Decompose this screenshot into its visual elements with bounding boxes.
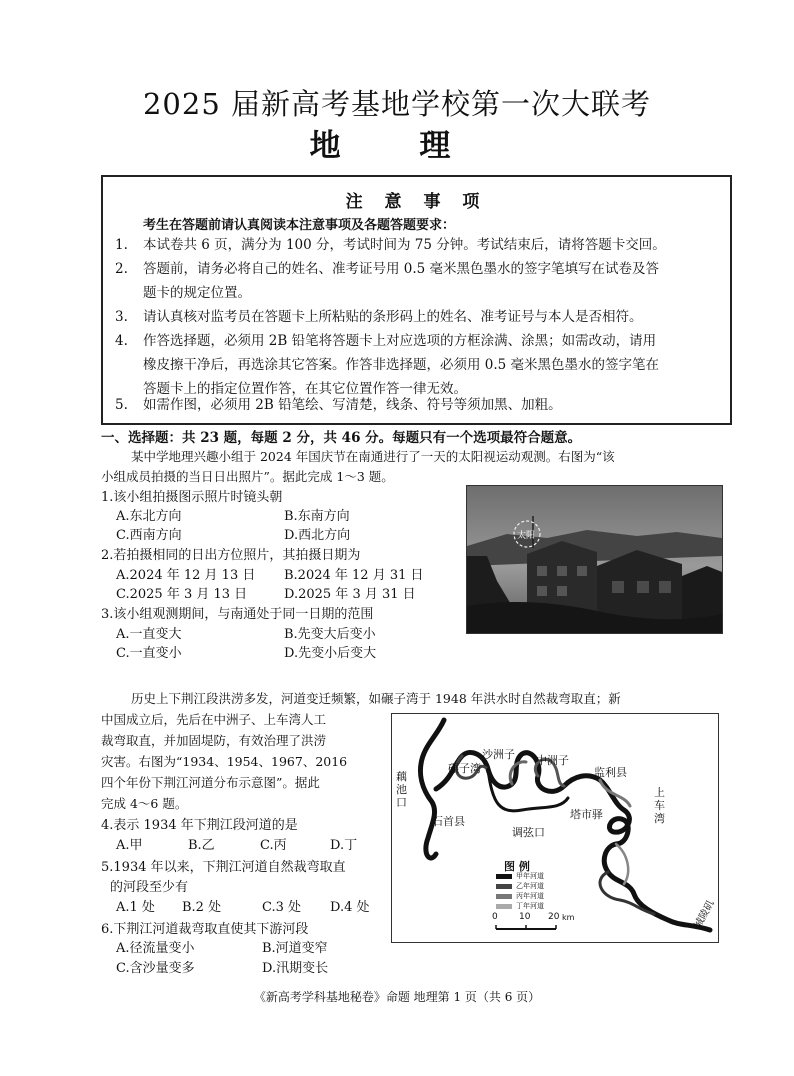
option-c: C.含沙量变多: [116, 961, 195, 976]
notice-item-text: 作答选择题，必须用 2B 铅笔将答题卡上对应选项的方框涂满、涂黑；如需改动，请用: [143, 333, 657, 349]
option-b: B.2024 年 12 月 31 日: [284, 568, 424, 583]
notice-item-number: 1.: [115, 237, 128, 253]
passage-line: 四个年份下荆江河道分布示意图”。据此: [101, 775, 320, 790]
place-label-shishou: 石首县: [432, 815, 465, 828]
question-stem: 2.若拍摄相同的日出方位照片，其拍摄日期为: [101, 548, 361, 563]
notice-title: 注 意 事 项: [345, 192, 488, 212]
option-b: B.东南方向: [284, 509, 350, 524]
option-b: B.河道变窄: [262, 941, 328, 956]
place-label-tashiyi: 塔市驿: [570, 808, 603, 821]
place-label-zhongzhouzi: 中洲子: [536, 754, 569, 767]
notice-item: [115, 233, 715, 257]
option-b: B.2 处: [182, 900, 222, 915]
scale-tick-20: 20: [548, 912, 560, 922]
legend-title: 图 例: [504, 860, 530, 873]
notice-item-continuation: 答题卡上的指定位置作答，在其它位置作答一律无效。: [143, 381, 467, 397]
question-stem: 6.下荆江河道裁弯取直使其下游河段: [101, 922, 309, 937]
option-c: C.丙: [260, 838, 287, 853]
place-label-chenglingji: 城陵矶: [692, 898, 717, 931]
notice-item: [115, 329, 715, 401]
option-a: A.甲: [116, 838, 143, 853]
notice-item-number: 4.: [115, 333, 128, 349]
passage-line: 小组成员拍摄的当日日出照片”。据此完成 1～3 题。: [101, 469, 394, 484]
subject-title: 地 理: [309, 128, 485, 164]
notice-item-continuation: 题卡的规定位置。: [143, 285, 251, 301]
sunrise-photo: [466, 485, 723, 634]
question-stem-continuation: 的河段至少有: [110, 880, 189, 895]
option-d: D.丁: [330, 838, 358, 853]
page-footer: 《新高考学科基地秘卷》命题 地理第 1 页（共 6 页）: [253, 990, 541, 1004]
option-d: D.4 处: [330, 900, 370, 915]
notice-item-number: 2.: [115, 261, 128, 277]
option-c: C.3 处: [262, 900, 302, 915]
option-c: C.西南方向: [116, 528, 182, 543]
notice-box: [101, 175, 732, 425]
place-label-ouchikou: 藕池口: [396, 770, 407, 809]
sunrise-photo-graphic: [467, 486, 722, 633]
notice-item-number: 5.: [115, 397, 128, 413]
option-a: A.1 处: [116, 900, 155, 915]
option-a: A.一直变大: [116, 627, 182, 642]
passage-line: 某中学地理兴趣小组于 2024 年国庆节在南通进行了一天的太阳视运动观测。右图为“该: [131, 449, 615, 464]
notice-item-continuation: 橡皮擦干净后，再选涂其它答案。作答非选择题，必须用 0.5 毫米黑色墨水的签字笔在: [143, 357, 660, 373]
sun-label: 太阳: [517, 531, 536, 541]
option-b: B.先变大后变小: [284, 627, 376, 642]
option-b: B.乙: [188, 838, 215, 853]
notice-intro: 考生在答题前请认真阅读本注意事项及各题答题要求：: [143, 218, 456, 233]
option-d: D.汛期变长: [262, 961, 329, 976]
place-label-shazhouzi: 沙洲子: [482, 748, 515, 761]
passage-line: 完成 4～6 题。: [101, 796, 188, 811]
question-stem: 3.该小组观测期间，与南通处于同一日期的范围: [101, 607, 374, 622]
option-c: C.一直变小: [116, 646, 182, 661]
notice-item-text: 如需作图，必须用 2B 铅笔绘、写清楚，线条、符号等须加黑、加粗。: [143, 397, 562, 413]
passage-line: 裁弯取直，并加固堤防，有效治理了洪涝: [101, 733, 327, 748]
option-a: A.东北方向: [116, 509, 182, 524]
notice-item-text: 请认真核对监考员在答题卡上所粘贴的条形码上的姓名、准考证号与本人是否相符。: [143, 309, 643, 325]
option-c: C.2025 年 3 月 13 日: [116, 587, 248, 602]
river-map: [391, 713, 719, 943]
notice-item: [115, 305, 715, 329]
exam-title: 2025 届新高考基地学校第一次大联考: [142, 87, 652, 121]
passage-line: 灾害。右图为“1934、1954、1967、2016: [101, 754, 348, 769]
legend-item: 丁年河道: [516, 902, 544, 910]
notice-item: [115, 393, 715, 417]
legend-item: 丙年河道: [516, 892, 544, 900]
notice-item-number: 3.: [115, 309, 128, 325]
place-label-nianziwan: 碾子湾: [448, 762, 481, 775]
passage-line: 中国成立后，先后在中洲子、上车湾人工: [101, 712, 327, 727]
scale-tick-0: 0: [492, 912, 498, 922]
section-heading: 一、选择题：共 23 题，每题 2 分，共 46 分。每题只有一个选项最符合题意。: [101, 430, 582, 446]
question-stem: 1.该小组拍摄图示照片时镜头朝: [101, 490, 283, 505]
option-d: D.2025 年 3 月 31 日: [284, 587, 416, 602]
question-stem: 5.1934 年以来，下荆江河道自然裁弯取直: [101, 860, 346, 875]
place-label-shangchewan: 上车湾: [654, 786, 665, 825]
place-label-jianli: 监利县: [594, 766, 627, 779]
option-a: A.径流量变小: [116, 941, 195, 956]
option-d: D.先变小后变大: [284, 646, 377, 661]
place-label-tiaoxiankou: 调弦口: [512, 826, 545, 839]
question-stem: 4.表示 1934 年下荆江段河道的是: [101, 818, 298, 833]
option-d: D.西北方向: [284, 528, 351, 543]
option-a: A.2024 年 12 月 13 日: [116, 568, 256, 583]
scale-tick-10: 10: [519, 912, 531, 922]
legend-item: 甲年河道: [516, 872, 544, 880]
notice-item: [115, 257, 715, 305]
notice-item-text: 答题前，请务必将自己的姓名、准考证号用 0.5 毫米黑色墨水的签字笔填写在试卷及答: [143, 261, 660, 277]
scale-unit: km: [562, 913, 575, 922]
passage-line: 历史上下荆江段洪涝多发，河道变迁频繁，如碾子湾于 1948 年洪水时自然裁弯取直；新: [131, 691, 621, 706]
legend-item: 乙年河道: [516, 882, 544, 890]
notice-item-text: 本试卷共 6 页，满分为 100 分，考试时间为 75 分钟。考试结束后，请将答题卡交回。: [143, 237, 666, 253]
